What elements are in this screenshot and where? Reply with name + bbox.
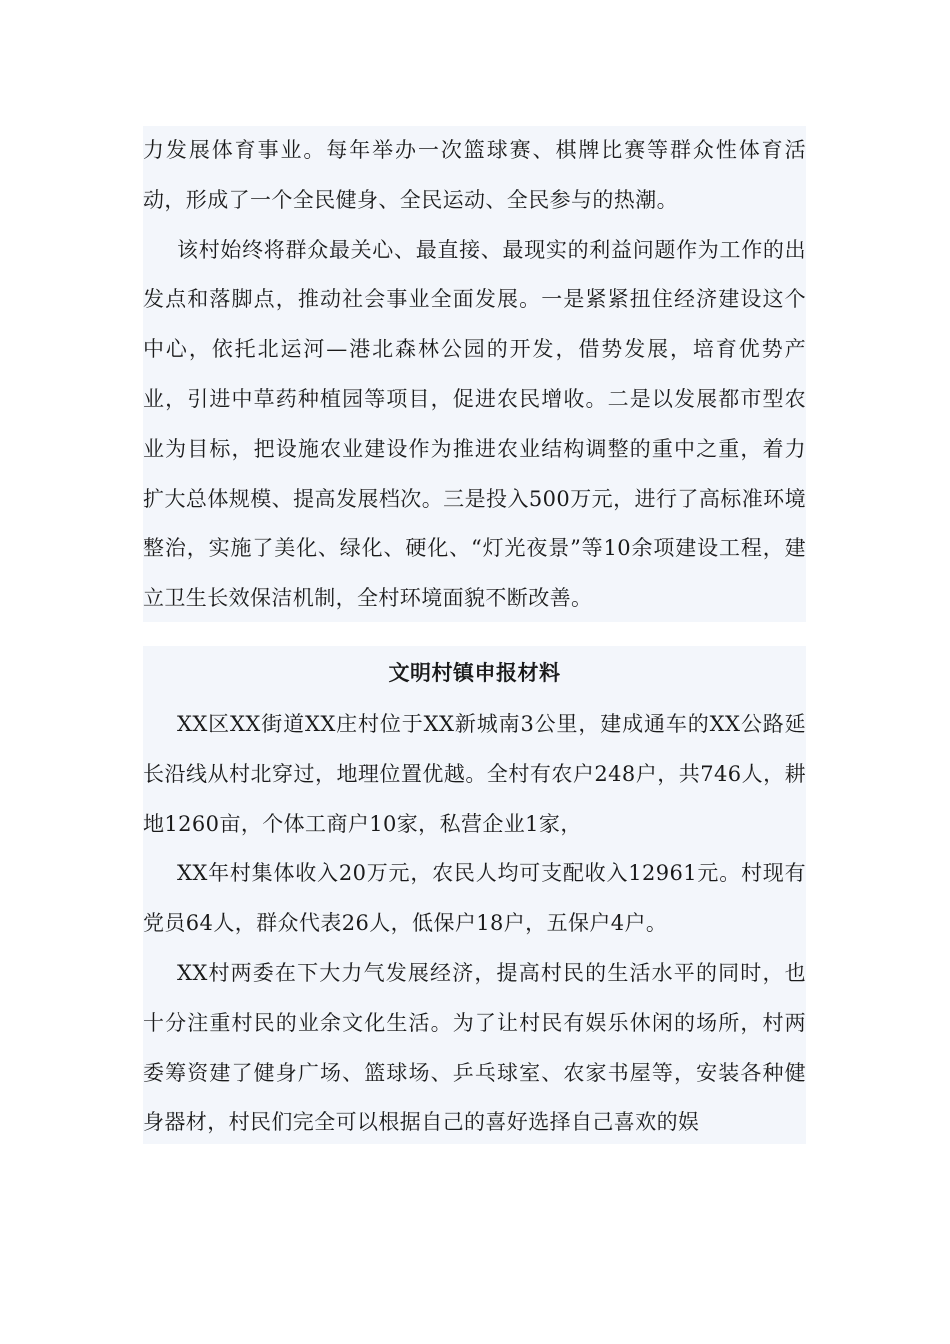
paragraph-sports-activities: 力发展体育事业。每年举办一次篮球赛、棋牌比赛等群众性体育活动，形成了一个全民健身、全民运动、全民参与的热潮。 [143,138,806,212]
document-section-continued [143,126,806,622]
document-section-application [143,646,806,1144]
section-title: 文明村镇申报材料 [388,660,561,685]
paragraph-cultural-life: XX村两委在下大力气发展经济，提高村民的生活水平的同时，也十分注重村民的业余文化生活。为了让村民有娱乐休闲的场所，村两委筹资建了健身广场、篮球场、乒乓球室、农家书屋等，安装各种健身器材，村民们完全可以根据自己的喜好选择自己喜欢的娱 [143,960,806,1135]
paragraph-village-location: XX区XX街道XX庄村位于XX新城南3公里，建成通车的XX公路延长沿线从村北穿过，地理位置优越。全村有农户248户，共746人，耕地1260亩，个体工商户10家，私营企业1家， [143,712,806,836]
paragraph-village-statistics: XX年村集体收入20万元，农民人均可支配收入12961元。村现有党员64人，群众代表26人，低保户18户，五保户4户。 [143,861,806,936]
paragraph-social-development: 该村始终将群众最关心、最直接、最现实的利益问题作为工作的出发点和落脚点，推动社会事业全面发展。一是紧紧扭住经济建设这个中心，依托北运河—港北森林公园的开发，借势发展，培育优势产业，引进中草药种植园等项目，促进农民增收。二是以发展都市型农业为目标，把设施农业建设作为推进农业结构调整的重中之重，着力扩大总体规模、提高发展档次。三是投入500万元，进行了高标准环境整治，实施了美化、绿化、硬化、“灯光夜景”等10余项建设工程，建立卫生长效保洁机制，全村环境面貌不断改善。 [143,237,806,611]
